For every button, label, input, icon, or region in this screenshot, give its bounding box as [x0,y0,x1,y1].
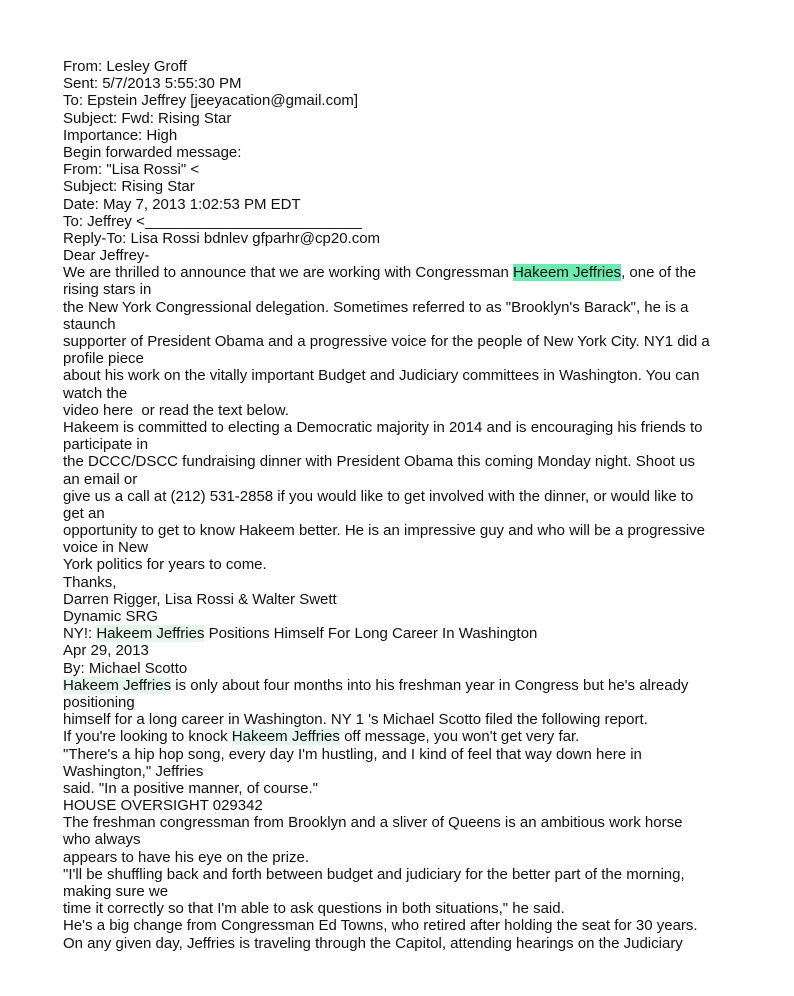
email-line [63,728,710,745]
email-text-segment: Darren Rigger, Lisa Rossi & Walter Swett [63,590,337,608]
email-line [63,694,710,711]
email-text-segment: "There's a hip hop song, every day I'm hustling, and I kind of feel that way down here in [63,745,642,763]
highlighted-name-hakeem-jeffries: Hakeem Jeffries [63,676,172,694]
email-text-segment: Thanks, [63,573,117,591]
email-text-segment: Sent: 5/7/2013 5:55:30 PM [63,75,242,93]
email-line [63,385,710,402]
email-text-segment: Apr 29, 2013 [63,642,149,660]
email-line [63,935,710,952]
email-text-segment: Positions Himself For Long Career In Washington [204,625,538,643]
email-line [63,556,710,573]
email-line [63,677,710,694]
email-text-segment: He's a big change from Congressman Ed Towns, who retired after holding the seat for 30 years. [63,917,698,935]
email-line [63,161,710,178]
email-line [63,264,710,281]
email-text-segment: Hakeem is committed to electing a Democratic majority in 2014 and is encouraging his friends to [63,418,703,436]
email-text-segment: From: "Lisa Rossi" < [63,161,200,179]
email-line [63,866,710,883]
email-text-segment: making sure we [63,883,169,900]
email-line [63,900,710,917]
email-text-segment: York politics for years to come. [63,556,267,574]
email-line [63,316,710,333]
email-line [63,230,710,247]
email-line [63,488,710,505]
email-text-segment: time it correctly so that I'm able to ask questions in both situations," he said. [63,900,565,918]
email-text-segment: give us a call at (212) 531-2858 if you would like to get involved with the dinner, or would like to [63,487,694,505]
email-text-segment: Dynamic SRG [63,608,159,625]
email-line [63,780,710,797]
email-text-segment: supporter of President Obama and a progressive voice for the people of New York City. NY1 did a [63,333,710,350]
email-text-segment: appears to have his eye on the prize. [63,848,309,866]
email-line [63,471,710,488]
email-text-segment: On any given day, Jeffries is traveling through the Capitol, attending hearings on the Judiciary [63,934,683,952]
email-line [63,591,710,608]
email-text-segment: profile piece [63,350,144,368]
email-text-segment: opportunity to get to know Hakeem better. He is an impressive guy and who will be a progressive [63,522,705,540]
email-line [63,608,710,625]
email-line [63,436,710,453]
email-line [63,110,710,127]
email-text-segment: By: Michael Scotto [63,659,188,677]
email-text-segment: Begin forwarded message: [63,143,242,161]
email-text-segment: rising stars in [63,281,152,299]
email-line [63,419,710,436]
email-text-segment: staunch [63,315,116,333]
email-line [63,849,710,866]
email-text-segment: video here or read the text below. [63,401,289,419]
email-line [63,574,710,591]
email-line [63,660,710,677]
email-line [63,711,710,728]
email-line [63,831,710,848]
email-line [63,350,710,367]
email-line [63,883,710,900]
email-line [63,299,710,316]
email-text-segment: voice in New [63,539,149,557]
email-line [63,247,710,264]
email-text-segment: NY!: [63,625,97,643]
highlighted-name-hakeem-jeffries: Hakeem Jeffries [231,728,340,746]
email-line [63,402,710,419]
email-line [63,625,710,642]
email-text-segment: To: Jeffrey <__________________________ [63,212,362,230]
email-text-segment: about his work on the vitally important Budget and Judiciary committees in Washington. You can [63,367,700,385]
email-body [63,58,710,952]
highlighted-name-hakeem-jeffries: Hakeem Jeffries [96,625,205,643]
email-text-segment: watch the [63,384,128,402]
email-text-segment: the New York Congressional delegation. Sometimes referred to as "Brooklyn's Barack", he is a [63,298,689,316]
email-line [63,92,710,109]
email-text-segment: Date: May 7, 2013 1:02:53 PM EDT [63,195,301,213]
email-line [63,522,710,539]
email-text-segment: From: Lesley Groff [63,58,187,75]
email-text-segment: participate in [63,436,149,454]
email-line [63,505,710,522]
email-line [63,814,710,831]
email-line [63,539,710,556]
email-text-segment: The freshman congressman from Brooklyn and a sliver of Queens is an ambitious work horse [63,814,683,832]
highlighted-name-hakeem-jeffries: Hakeem Jeffries [512,264,622,282]
email-text-segment: who always [63,831,141,849]
email-line [63,58,710,75]
email-line [63,213,710,230]
email-text-segment: HOUSE OVERSIGHT 029342 [63,797,263,815]
email-line [63,281,710,298]
email-line [63,367,710,384]
email-text-segment: said. "In a positive manner, of course." [63,779,318,797]
email-text-segment: positioning [63,693,135,711]
email-line [63,797,710,814]
email-text-segment: , one of the [621,264,697,282]
email-text-segment: Reply-To: Lisa Rossi bdnlev gfparhr@cp20.com [63,229,381,247]
email-text-segment: Subject: Fwd: Rising Star [63,109,232,127]
email-text-segment: Subject: Rising Star [63,178,195,196]
email-text-segment: If you're looking to knock [63,728,232,746]
email-line [63,746,710,763]
email-text-segment: an email or [63,470,138,488]
email-line [63,333,710,350]
email-line [63,453,710,470]
email-text-segment: off message, you won't get very far. [339,728,580,746]
email-line [63,917,710,934]
email-text-segment: Importance: High [63,126,178,144]
email-line [63,144,710,161]
email-line [63,642,710,659]
email-text-segment: get an [63,504,105,522]
email-text-segment: is only about four months into his freshman year in Congress but he's already [171,676,689,694]
email-text-segment: the DCCC/DSCC fundraising dinner with President Obama this coming Monday night. Shoot us [63,453,695,471]
email-text-segment: We are thrilled to announce that we are working with Congressman [63,264,513,282]
email-text-segment: "I'll be shuffling back and forth between budget and judiciary for the better part of the morning, [63,865,685,883]
email-line [63,127,710,144]
email-line [63,75,710,92]
email-text-segment: Washington," Jeffries [63,762,204,780]
email-text-segment: himself for a long career in Washington. NY 1 's Michael Scotto filed the following report. [63,711,648,729]
email-line [63,196,710,213]
email-text-segment: To: Epstein Jeffrey [jeeyacation@gmail.com] [63,92,359,110]
email-line [63,763,710,780]
email-text-segment: Dear Jeffrey- [63,247,150,265]
email-line [63,178,710,195]
